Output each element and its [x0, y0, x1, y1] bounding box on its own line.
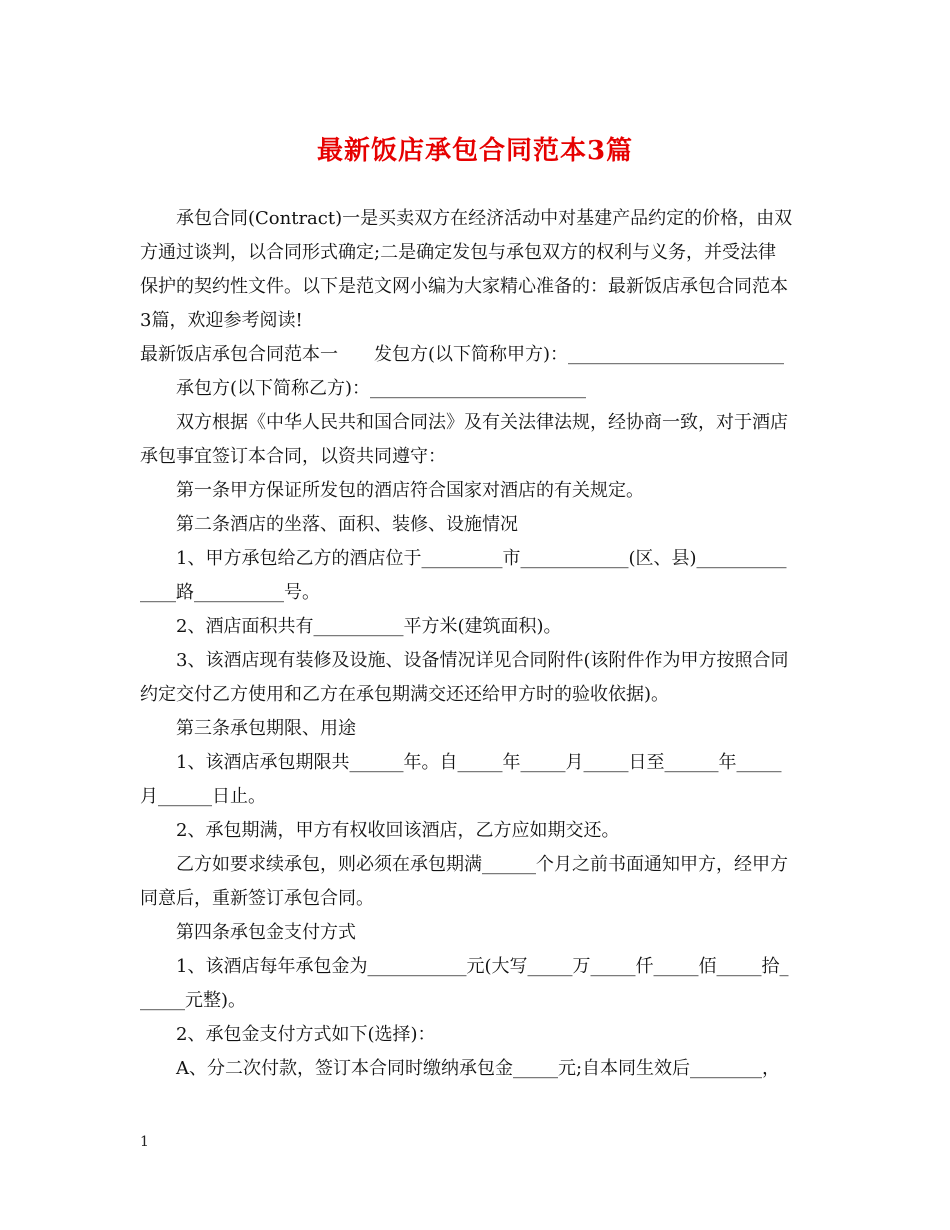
text-line: 承包合同(Contract)一是买卖双方在经济活动中对基建产品约定的价格，由双 [176, 208, 793, 229]
text-line: 乙方如要求续承包，则必须在承包期满______个月之前书面通知甲方，经甲方 [176, 854, 788, 875]
text-line: 承包方(以下简称乙方)：________________________ [176, 378, 587, 399]
text-line: 保护的契约性文件。以下是范文网小编为大家精心准备的：最新饭店承包合同范本 [140, 276, 788, 297]
text-line: 月______日止。 [140, 786, 266, 807]
text-line: 第三条承包期限、用途 [176, 718, 356, 739]
text-line: 1、该酒店每年承包金为___________元(大写_____万_____仟_____佰_____拾_ [176, 956, 789, 977]
document-title: 最新饭店承包合同范本3篇 [316, 136, 634, 166]
text-line: 约定交付乙方使用和乙方在承包期满交还还给甲方时的验收依据)。 [140, 684, 670, 705]
text-line: 1、甲方承包给乙方的酒店位于_________市____________(区、县)__________ [176, 548, 787, 569]
text-line: 3、该酒店现有装修及设施、设备情况详见合同附件(该附件作为甲方按照合同 [176, 650, 789, 671]
text-line: 方通过谈判，以合同形式确定;二是确定发包与承包双方的权利与义务，并受法律 [140, 242, 777, 263]
text-line: 第一条甲方保证所发包的酒店符合国家对酒店的有关规定。 [176, 480, 644, 501]
text-line: 3篇，欢迎参考阅读! [140, 310, 303, 331]
text-line: 第四条承包金支付方式 [176, 922, 356, 943]
text-line: 2、承包金支付方式如下(选择)： [176, 1024, 436, 1045]
text-line: 第二条酒店的坐落、面积、装修、设施情况 [176, 514, 518, 535]
text-line: 2、承包期满，甲方有权收回该酒店，乙方应如期交还。 [176, 820, 620, 841]
text-line: ____路__________号。 [140, 582, 320, 603]
document-body [140, 203, 812, 1087]
text-line: 同意后，重新签订承包合同。 [140, 888, 374, 909]
text-line: A、分二次付款，签订本合同时缴纳承包金_____元;自本同生效后________， [176, 1058, 781, 1079]
text-line: 2、酒店面积共有__________平方米(建筑面积)。 [176, 616, 562, 637]
text-line: 双方根据《中华人民共和国合同法》及有关法律法规，经协商一致，对于酒店 [176, 412, 788, 433]
page-number: 1 [140, 1134, 149, 1150]
text-line: _____元整)。 [140, 990, 247, 1011]
text-line: 最新饭店承包合同范本一 发包方(以下简称甲方)：________________________ [140, 344, 785, 365]
text-line: 1、该酒店承包期限共______年。自_____年_____月_____日至______年_____ [176, 752, 782, 773]
text-line: 承包事宜签订本合同，以资共同遵守： [140, 446, 446, 467]
